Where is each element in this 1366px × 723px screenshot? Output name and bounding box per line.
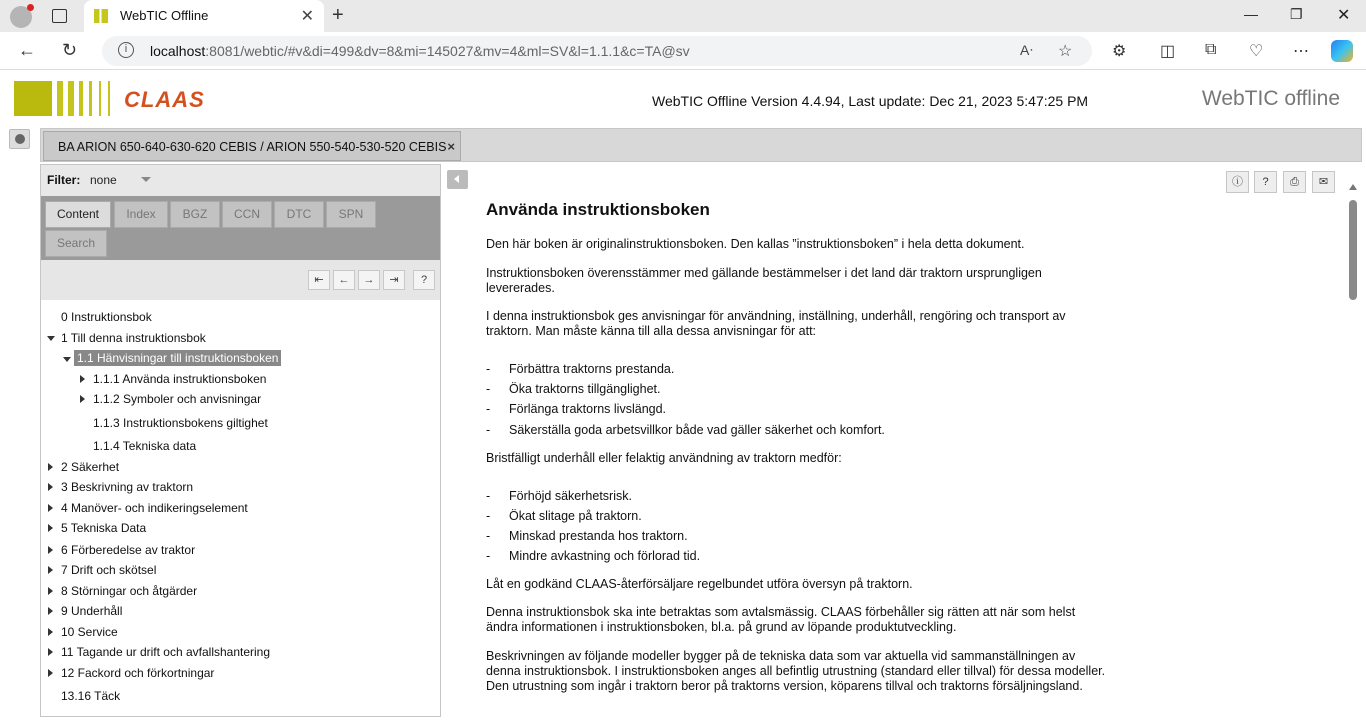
minimize-icon[interactable]: — <box>1244 6 1258 22</box>
tree-item[interactable] <box>41 457 440 477</box>
collapsed-caret-icon[interactable] <box>80 395 85 403</box>
tree-item[interactable] <box>41 622 440 642</box>
tab-dtc[interactable]: DTC <box>274 201 324 228</box>
tree-item[interactable] <box>41 581 440 601</box>
expanded-caret-icon[interactable] <box>47 336 55 341</box>
tree-item-label: 1.1.2 Symboler och anvisningar <box>93 392 262 406</box>
tree-item-label: 7 Drift och skötsel <box>61 563 157 577</box>
paragraph: Denna instruktionsbok ska inte betraktas som avtalsmässig. CLAAS förbehåller sig rätten att när som helst ändra informationen i instruktionsboken, bl.a. på grund av löpande produktutveckling. <box>486 605 1076 634</box>
email-icon[interactable]: ✉ <box>1312 171 1335 193</box>
tree-item[interactable] <box>41 663 440 683</box>
url-field[interactable] <box>102 36 1092 66</box>
tree-item-label: 11 Tagande ur drift och avfallshantering <box>61 645 271 659</box>
new-tab-icon[interactable]: + <box>332 4 344 26</box>
tab-index[interactable]: Index <box>114 201 168 228</box>
help-icon[interactable]: ? <box>1254 171 1277 193</box>
next-page-icon[interactable]: → <box>358 270 380 290</box>
tree-item[interactable] <box>41 498 440 518</box>
filter-row <box>41 165 440 196</box>
tree-item-label: 0 Instruktionsbok <box>61 310 152 324</box>
tree-item-label: 5 Tekniska Data <box>61 521 147 535</box>
collapsed-caret-icon[interactable] <box>48 524 53 532</box>
extensions-icon[interactable]: ⚙ <box>1112 43 1127 60</box>
last-page-icon[interactable]: ⇥ <box>383 270 405 290</box>
webtic-brand: WebTIC offline <box>1201 87 1340 110</box>
tab-search[interactable]: Search <box>45 230 107 257</box>
collapsed-caret-icon[interactable] <box>48 483 53 491</box>
tree-item-label: 13.16 Täck <box>61 689 121 703</box>
tree-item[interactable] <box>41 349 440 369</box>
filter-label: Filter: <box>47 173 81 187</box>
expanded-caret-icon[interactable] <box>63 357 71 362</box>
tab-title: WebTIC Offline <box>120 8 209 23</box>
site-info-icon[interactable]: i <box>118 42 134 58</box>
filter-select[interactable]: none <box>90 173 117 187</box>
browser-essentials-icon[interactable]: ♡ <box>1249 43 1264 60</box>
tab-spn[interactable]: SPN <box>326 201 376 228</box>
collections-icon[interactable]: ⧉ <box>1205 41 1217 58</box>
collapse-panel-icon[interactable] <box>447 170 468 189</box>
refresh-icon[interactable]: ↻ <box>62 40 78 60</box>
split-screen-icon[interactable]: ◫ <box>1160 43 1176 60</box>
tree-toolbar <box>41 260 440 300</box>
paragraph: Bristfälligt underhåll eller felaktig användning av traktorn medför: <box>486 451 842 465</box>
sidebar-toggle-icon[interactable] <box>9 129 30 149</box>
tree-item-label: 3 Beskrivning av traktorn <box>61 480 194 494</box>
collapsed-caret-icon[interactable] <box>48 587 53 595</box>
tree-item-label: 1 Till denna instruktionsbok <box>61 331 206 345</box>
app-header <box>0 70 1366 128</box>
tree-item-label: 1.1.1 Använda instruktionsboken <box>93 372 267 386</box>
tree-item-label: 8 Störningar och åtgärder <box>61 584 198 598</box>
scrollbar[interactable] <box>1347 180 1359 720</box>
version-info: WebTIC Offline Version 4.4.94, Last update: Dec 21, 2023 5:47:25 PM <box>652 93 1089 109</box>
collapsed-caret-icon[interactable] <box>48 504 53 512</box>
back-icon[interactable]: ← <box>18 40 36 60</box>
tree-item[interactable] <box>41 642 440 662</box>
tree-item-label: 12 Fackord och förkortningar <box>61 666 215 680</box>
collapsed-caret-icon[interactable] <box>48 546 53 554</box>
nav-tabs <box>41 196 440 260</box>
profile-icon[interactable] <box>10 6 32 28</box>
tree-item-label: 10 Service <box>61 625 118 639</box>
tab-favicon-icon <box>94 9 108 23</box>
tree-item[interactable] <box>41 307 440 327</box>
collapsed-caret-icon[interactable] <box>48 628 53 636</box>
tree-item-label: 1.1.3 Instruktionsbokens giltighet <box>93 416 268 430</box>
browser-tab-bar <box>0 0 1366 32</box>
tree-item-label: 4 Manöver- och indikeringselement <box>61 501 248 515</box>
scrollbar-thumb[interactable] <box>1349 200 1357 300</box>
tab-bgz[interactable]: BGZ <box>170 201 220 228</box>
collapsed-caret-icon[interactable] <box>48 566 53 574</box>
tree-item[interactable] <box>41 518 440 538</box>
paragraph: Låt en godkänd CLAAS-återförsäljare regelbundet utföra översyn på traktorn. <box>486 577 913 591</box>
info-icon[interactable]: ⓘ <box>1226 171 1249 193</box>
tree-item[interactable] <box>41 328 440 348</box>
paragraph: Beskrivningen av följande modeller bygger på de tekniska data som var aktuella vid sammanställningen av denna instruktionsbok. I instruktionsboken anges all befintlig utrustning (standard eller tillval) för dessa modeller. Den utrustning som ingår i traktorn beror på traktorns version, köparens tillval och traktorns försäljningsland. <box>486 649 1106 693</box>
collapsed-caret-icon[interactable] <box>48 669 53 677</box>
paragraph: Den här boken är originalinstruktionsboken. Den kallas ”instruktionsboken” i hela detta dokument. <box>486 237 1025 251</box>
collapsed-caret-icon[interactable] <box>48 463 53 471</box>
url-path: :8081/webtic/#v&di=499&dv=8&mi=145027&mv=4&ml=SV&l=1.1.1&c=TA@sv <box>205 43 690 59</box>
tree-item[interactable] <box>41 369 440 389</box>
close-window-icon[interactable]: ✕ <box>1337 7 1351 24</box>
print-icon[interactable]: ⎙ <box>1283 171 1306 193</box>
document-tab-strip <box>40 128 1362 162</box>
browser-tab[interactable] <box>84 0 324 32</box>
previous-page-icon[interactable]: ← <box>333 270 355 290</box>
first-page-icon[interactable]: ⇤ <box>308 270 330 290</box>
tab-actions-icon[interactable] <box>52 9 67 23</box>
tab-ccn[interactable]: CCN <box>222 201 272 228</box>
tree-item[interactable] <box>41 560 440 580</box>
scroll-up-icon[interactable] <box>1349 184 1357 190</box>
copilot-icon[interactable] <box>1331 40 1353 62</box>
tab-close-icon[interactable]: ✕ <box>300 8 314 25</box>
document-tab-close-icon[interactable]: × <box>447 139 455 154</box>
tree-item-label: 6 Förberedelse av traktor <box>61 543 196 557</box>
collapsed-caret-icon[interactable] <box>48 607 53 615</box>
tree-item[interactable] <box>41 477 440 497</box>
tree-item[interactable] <box>41 413 440 433</box>
paragraph: I denna instruktionsbok ges anvisningar för användning, inställning, underhåll, rengöring och transport av traktorn. Man måste känna till alla dessa anvisningar för att: <box>486 309 1066 338</box>
collapsed-caret-icon[interactable] <box>80 375 85 383</box>
url-text <box>150 43 690 59</box>
claas-logo: CLAAS <box>124 87 205 112</box>
tab-content[interactable]: Content <box>45 201 111 228</box>
tree-item[interactable] <box>41 686 440 706</box>
tree-item[interactable] <box>41 601 440 621</box>
document-tab-label: BA ARION 650-640-630-620 CEBIS / ARION 550-540-530-520 CEBIS <box>58 140 447 154</box>
collapsed-caret-icon[interactable] <box>48 648 53 656</box>
tree-item[interactable] <box>41 389 440 409</box>
tree-item-label: 9 Underhåll <box>61 604 123 618</box>
document-tab[interactable] <box>43 131 461 161</box>
favorite-star-icon[interactable]: ☆ <box>1058 43 1073 60</box>
read-aloud-icon[interactable]: Aᐧ <box>1020 42 1033 58</box>
tree-item-label: 2 Säkerhet <box>61 460 120 474</box>
chevron-down-icon[interactable] <box>141 177 151 182</box>
tree-item-label: 1.1 Hänvisningar till instruktionsboken <box>74 350 281 366</box>
tree-item[interactable] <box>41 540 440 560</box>
navigation-panel <box>40 164 441 717</box>
paragraph: Instruktionsboken överensstämmer med gällande bestämmelser i det land där traktorn ursprungligen levererades. <box>486 266 1042 295</box>
tree-item[interactable] <box>41 436 440 456</box>
url-host: localhost <box>150 43 206 59</box>
help-icon[interactable]: ? <box>413 270 435 290</box>
more-menu-icon[interactable]: ⋯ <box>1293 43 1309 60</box>
address-bar-row <box>0 32 1366 70</box>
page-title: Använda instruktionsboken <box>486 200 710 219</box>
maximize-icon[interactable]: ❐ <box>1290 6 1303 22</box>
tree-item-label: 1.1.4 Tekniska data <box>93 439 197 453</box>
